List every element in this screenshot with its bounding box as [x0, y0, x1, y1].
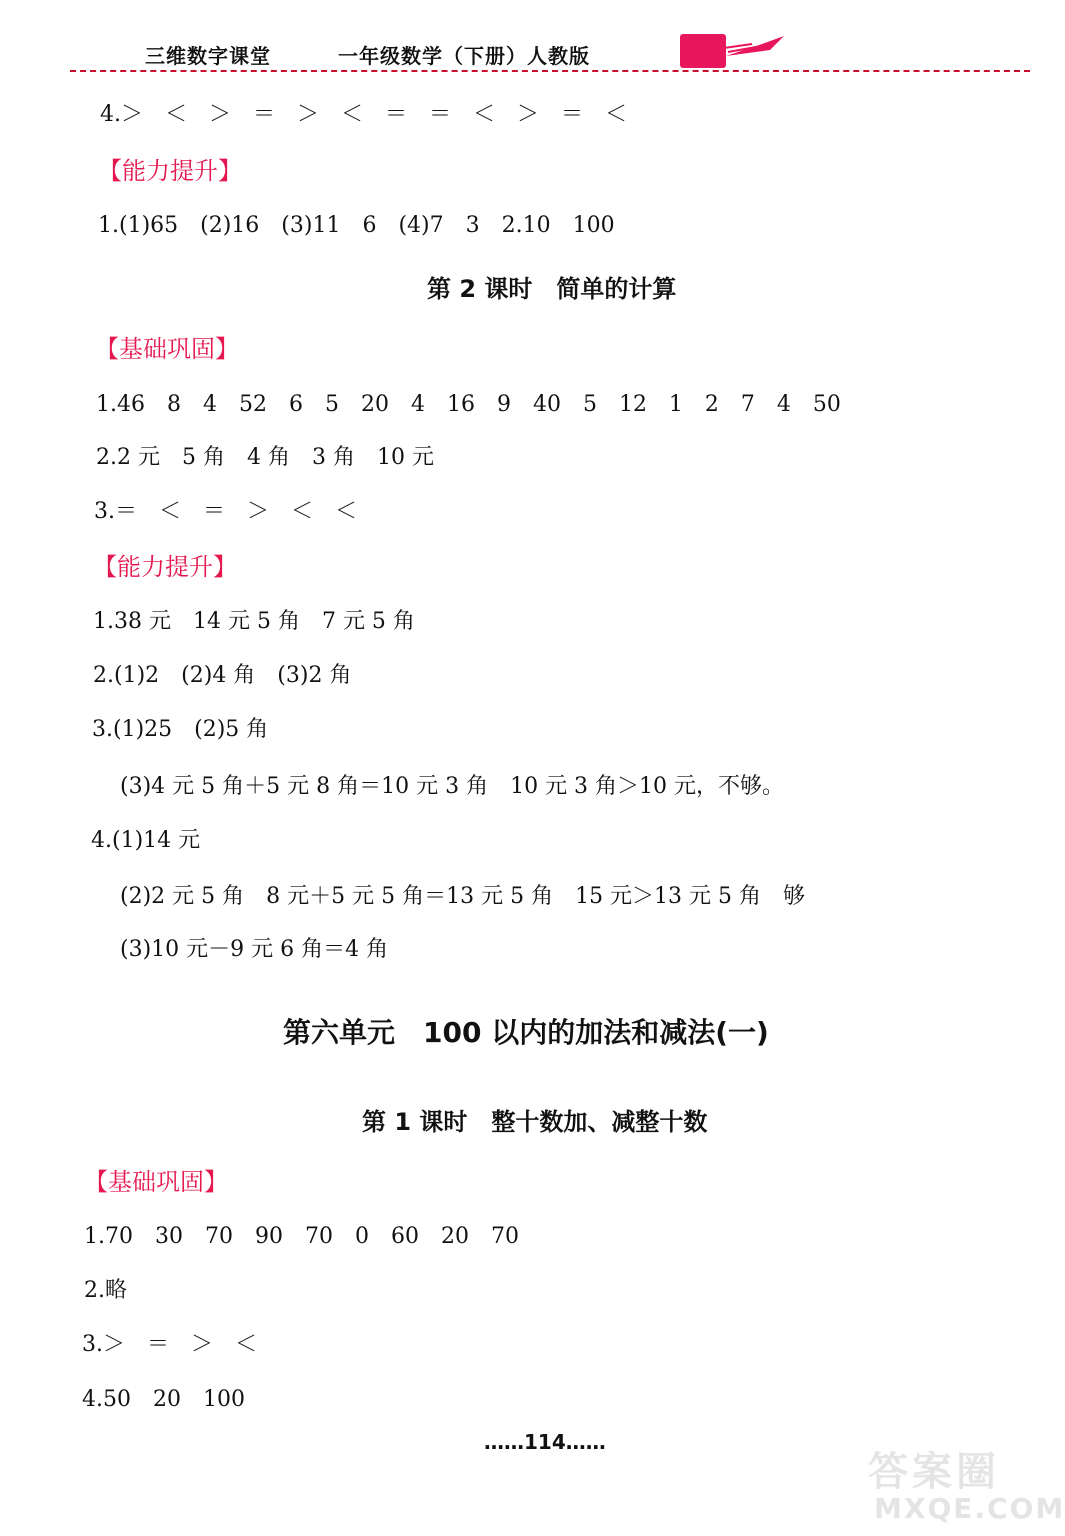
section-label-ability: 【能力提升】 [98, 157, 242, 185]
header-book-title: 一年级数学（下册）人教版 [338, 44, 590, 68]
section-label-basics: 【基础巩固】 [95, 335, 239, 363]
answer-line: 3.(1)25 (2)5 角 [92, 717, 269, 742]
lesson-title: 第 1 课时 整十数加、减整十数 [362, 1108, 708, 1136]
header-series-title: 三维数字课堂 [145, 44, 271, 68]
lesson-title: 第 2 课时 简单的计算 [427, 275, 677, 303]
answer-line: 2.(1)2 (2)4 角 (3)2 角 [93, 663, 352, 688]
answer-line: 1.46 8 4 52 6 5 20 4 16 9 40 5 12 1 2 7 4 50 [96, 392, 841, 417]
watermark-logo [868, 1440, 1065, 1530]
header-rule [70, 70, 1030, 72]
answer-line: 1.70 30 70 90 70 0 60 20 70 [84, 1224, 519, 1249]
answer-line: 3.＞ ＝ ＞ ＜ [82, 1332, 257, 1357]
answer-line: (2)2 元 5 角 8 元＋5 元 5 角＝13 元 5 角 15 元＞13 元 5 角 够 [120, 884, 806, 909]
section-label-ability: 【能力提升】 [93, 553, 237, 581]
answer-line: 4.(1)14 元 [91, 828, 201, 853]
answer-line: 4.＞ ＜ ＞ ＝ ＞ ＜ ＝ ＝ ＜ ＞ ＝ ＜ [100, 102, 627, 127]
answer-line: 3.＝ ＜ ＝ ＞ ＜ ＜ [94, 499, 357, 524]
watermark-text-top: 答案圈 [868, 1449, 1000, 1495]
page-number: ……114…… [484, 1430, 606, 1454]
answer-line: (3)4 元 5 角＋5 元 8 角＝10 元 3 角 10 元 3 角＞10 元，不够。 [120, 774, 785, 799]
answer-line: 1.(1)65 (2)16 (3)11 6 (4)7 3 2.10 100 [98, 213, 615, 238]
unit-title: 第六单元 100 以内的加法和减法(一) [283, 1016, 769, 1049]
answer-line: 1.38 元 14 元 5 角 7 元 5 角 [93, 609, 415, 634]
answer-line: (3)10 元－9 元 6 角＝4 角 [120, 937, 389, 962]
watermark-text-bottom: MXQE.COM [874, 1492, 1065, 1525]
answer-line: 4.50 20 100 [82, 1387, 245, 1412]
answer-line: 2.略 [84, 1278, 127, 1303]
answer-line: 2.2 元 5 角 4 角 3 角 10 元 [96, 445, 434, 470]
header-decoration-box [680, 34, 726, 68]
section-label-basics: 【基础巩固】 [84, 1168, 228, 1196]
rocket-icon [722, 34, 786, 60]
